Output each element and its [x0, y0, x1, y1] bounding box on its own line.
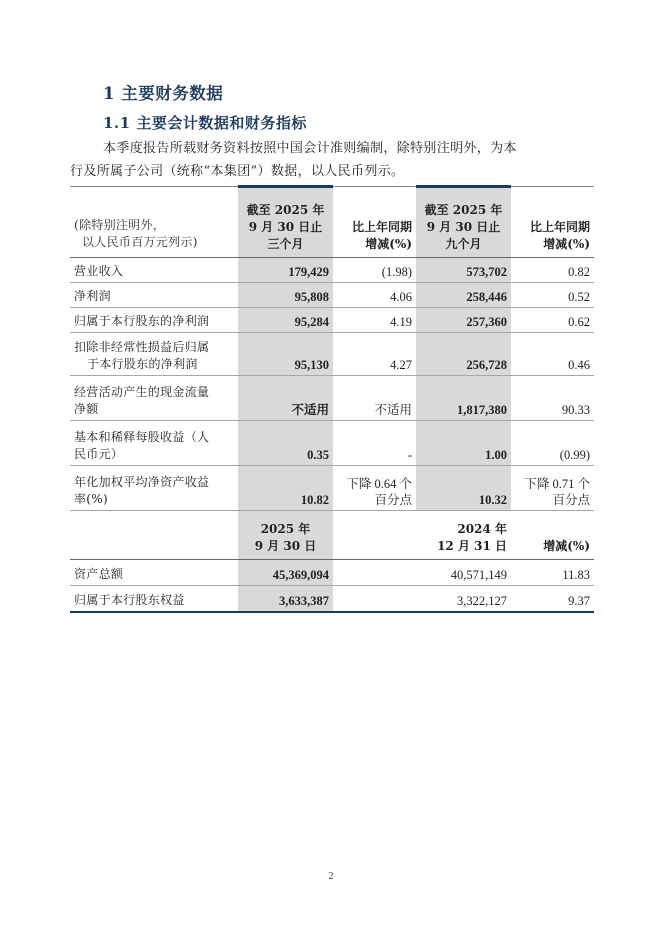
table-row: [70, 466, 594, 511]
change-q3: 不适用: [333, 376, 416, 421]
value-2025: 3,633,387: [238, 586, 333, 612]
row-label-line: 民币元）: [74, 447, 124, 461]
value-9m: 1,817,380: [416, 376, 511, 421]
row-label: [70, 376, 238, 421]
row-label-line: 经营活动产生的现金流量: [74, 385, 210, 399]
subsection-heading: 1.1 主要会计数据和财务指标: [103, 114, 307, 132]
row-label: [70, 466, 238, 511]
unit-note-line: 以人民币百万元列示): [82, 235, 198, 249]
table-row: [70, 421, 594, 466]
header-line: 比上年同期: [351, 220, 412, 234]
header-line: 截至 2025 年: [246, 203, 325, 217]
row-label-line: 净额: [74, 402, 99, 416]
change-line: 下降 0.71 个: [524, 477, 590, 491]
header-line: 9 月 30 日止: [426, 220, 501, 234]
section-heading: 1 主要财务数据: [103, 84, 224, 103]
change-9m: [511, 466, 594, 511]
table-header-row: [70, 187, 594, 258]
change-q3: 4.19: [333, 308, 416, 333]
intro-paragraph: [70, 137, 594, 183]
header-q3: [238, 187, 333, 258]
header-line: 九个月: [445, 237, 482, 251]
intro-line-1: 本季度报告所载财务资料按照中国会计准则编制，除特别注明外，为本: [103, 141, 517, 156]
table-row: [70, 283, 594, 308]
change-q3: 4.06: [333, 283, 416, 308]
unit-note-line: (除特别注明外，: [74, 218, 166, 232]
value-2024: 3,322,127: [416, 586, 511, 612]
value-q3: 10.82: [238, 466, 333, 511]
row-label: 净利润: [70, 283, 238, 308]
page-number: 2: [328, 871, 334, 882]
header-line: 增减(%): [543, 237, 590, 251]
table-row: [70, 333, 594, 376]
value-9m: 573,702: [416, 258, 511, 283]
table-subheader-row: [70, 511, 594, 560]
change-q3: -: [333, 421, 416, 466]
header-line: 2025 年: [260, 522, 311, 536]
empty-cell: [333, 560, 416, 586]
value-9m: 10.32: [416, 466, 511, 511]
row-label-line: 基本和稀释每股收益（人: [74, 430, 210, 444]
change: 9.37: [511, 586, 594, 612]
change-9m: 0.46: [511, 333, 594, 376]
value-q3: 0.35: [238, 421, 333, 466]
change-9m: 90.33: [511, 376, 594, 421]
empty-cell: [70, 511, 238, 560]
row-label: [70, 333, 238, 376]
header-line: 三个月: [267, 237, 304, 251]
value-9m: 256,728: [416, 333, 511, 376]
value-q3: 不适用: [238, 376, 333, 421]
header-2024-12-31: [416, 511, 511, 560]
header-line: 截至 2025 年: [424, 203, 503, 217]
header-line: 增减(%): [365, 237, 412, 251]
row-label: 营业收入: [70, 258, 238, 283]
table-row: [70, 586, 594, 612]
header-line: 2024 年: [457, 522, 507, 536]
change: 11.83: [511, 560, 594, 586]
change-line: 百分点: [374, 493, 412, 507]
value-9m: 1.00: [416, 421, 511, 466]
change-q3: (1.98): [333, 258, 416, 283]
header-line: 比上年同期: [529, 220, 590, 234]
change-9m: 0.52: [511, 283, 594, 308]
header-line: 9 月 30 日: [254, 539, 317, 553]
header-2025-09-30: [238, 511, 333, 560]
row-label: 资产总额: [70, 560, 238, 586]
change-9m: 0.62: [511, 308, 594, 333]
intro-line-2: 行及所属子公司（统称“本集团”）数据，以人民币列示。: [70, 164, 405, 179]
value-2025: 45,369,094: [238, 560, 333, 586]
row-label-line: 于本行股东的净利润: [87, 357, 198, 371]
unit-note: [70, 187, 238, 258]
value-q3: 179,429: [238, 258, 333, 283]
financial-data-table: [70, 185, 594, 613]
header-line: 12 月 31 日: [437, 539, 507, 553]
value-q3: 95,284: [238, 308, 333, 333]
row-label: 归属于本行股东的净利润: [70, 308, 238, 333]
value-9m: 257,360: [416, 308, 511, 333]
change-line: 百分点: [552, 493, 590, 507]
table-row: [70, 258, 594, 283]
header-q3-change: [333, 187, 416, 258]
empty-cell: [333, 586, 416, 612]
change-9m: (0.99): [511, 421, 594, 466]
row-label-line: 率(%): [74, 492, 108, 506]
table-row: [70, 560, 594, 586]
value-q3: 95,130: [238, 333, 333, 376]
change-line: 下降 0.64 个: [346, 477, 412, 491]
header-9m-change: [511, 187, 594, 258]
header-9m: [416, 187, 511, 258]
table-row: [70, 376, 594, 421]
empty-cell: [333, 511, 416, 560]
table-row: [70, 308, 594, 333]
row-label: [70, 421, 238, 466]
header-change: 增减(%): [511, 511, 594, 560]
change-9m: 0.82: [511, 258, 594, 283]
row-label-line: 年化加权平均净资产收益: [74, 475, 210, 489]
change-q3: [333, 466, 416, 511]
value-2024: 40,571,149: [416, 560, 511, 586]
header-line: 9 月 30 日止: [248, 220, 323, 234]
value-9m: 258,446: [416, 283, 511, 308]
change-q3: 4.27: [333, 333, 416, 376]
row-label-line: 扣除非经常性损益后归属: [74, 340, 210, 354]
value-q3: 95,808: [238, 283, 333, 308]
row-label: 归属于本行股东权益: [70, 586, 238, 612]
